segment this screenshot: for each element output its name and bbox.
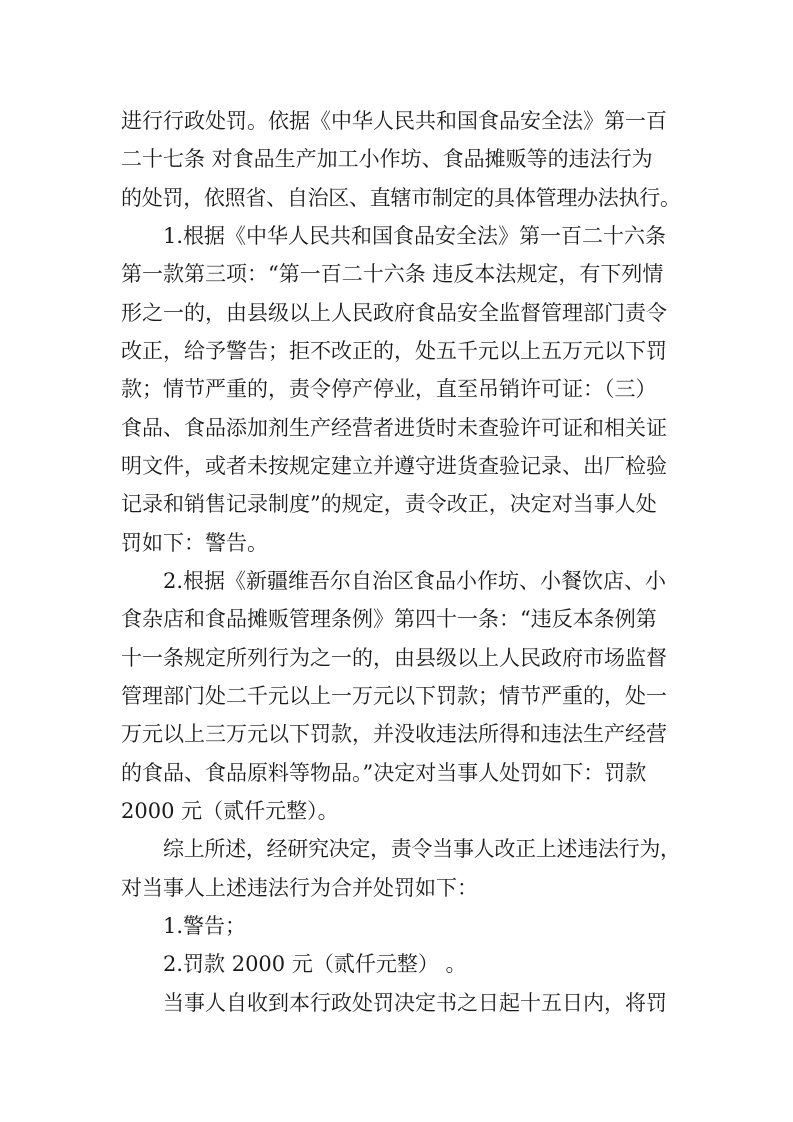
text-line: 的处罚，依照省、自治区、直辖市制定的具体管理办法执行。 xyxy=(121,186,681,210)
text-line: 记录和销售记录制度”的规定，责令改正，决定对当事人处 xyxy=(121,492,657,516)
text-line: 十一条规定所列行为之一的，由县级以上人民政府市场监督 xyxy=(121,646,667,670)
list-item-line: 2.罚款 2000 元（贰仟元整） 。 xyxy=(163,952,467,976)
text-line: 万元以上三万元以下罚款，并没收违法所得和违法生产经营 xyxy=(121,722,667,746)
text-line: 改正，给予警告；拒不改正的，处五千元以上五万元以下罚 xyxy=(121,339,667,363)
paragraph-start-line: 综上所述，经研究决定，责令当事人改正上述违法行为， xyxy=(163,837,681,861)
list-item-line: 1.警告； xyxy=(163,914,247,938)
text-line: 食品、食品添加剂生产经营者进货时未查验许可证和相关证 xyxy=(121,416,667,440)
paragraph-start-line: 1.根据《中华人民共和国食品安全法》第一百二十六条 xyxy=(163,224,667,248)
text-line: 食杂店和食品摊贩管理条例》第四十一条：“违反本条例第 xyxy=(121,607,657,631)
text-line: 第一款第三项：“第一百二十六条 违反本法规定，有下列情 xyxy=(121,262,664,286)
text-line: 明文件，或者未按规定建立并遵守进货查验记录、出厂检验 xyxy=(121,454,667,478)
text-line: 2000 元（贰仟元整）。 xyxy=(121,799,339,823)
text-line: 对当事人上述违法行为合并处罚如下： xyxy=(121,876,478,900)
text-line: 进行行政处罚。依据《中华人民共和国食品安全法》第一百 xyxy=(121,109,667,133)
text-line: 管理部门处二千元以上一万元以下罚款；情节严重的，处一 xyxy=(121,684,667,708)
text-line: 二十七条 对食品生产加工小作坊、食品摊贩等的违法行为 xyxy=(121,147,653,171)
text-line: 款；情节严重的，责令停产停业，直至吊销许可证：（三） xyxy=(121,377,657,401)
text-line: 罚如下：警告。 xyxy=(121,531,268,555)
text-line: 的食品、食品原料等物品。”决定对当事人处罚如下：罚款 xyxy=(121,761,647,785)
paragraph-start-line: 当事人自收到本行政处罚决定书之日起十五日内，将罚 xyxy=(163,991,667,1015)
paragraph-start-line: 2.根据《新疆维吾尔自治区食品小作坊、小餐饮店、小 xyxy=(163,569,667,593)
text-line: 形之一的，由县级以上人民政府食品安全监督管理部门责令 xyxy=(121,301,667,325)
